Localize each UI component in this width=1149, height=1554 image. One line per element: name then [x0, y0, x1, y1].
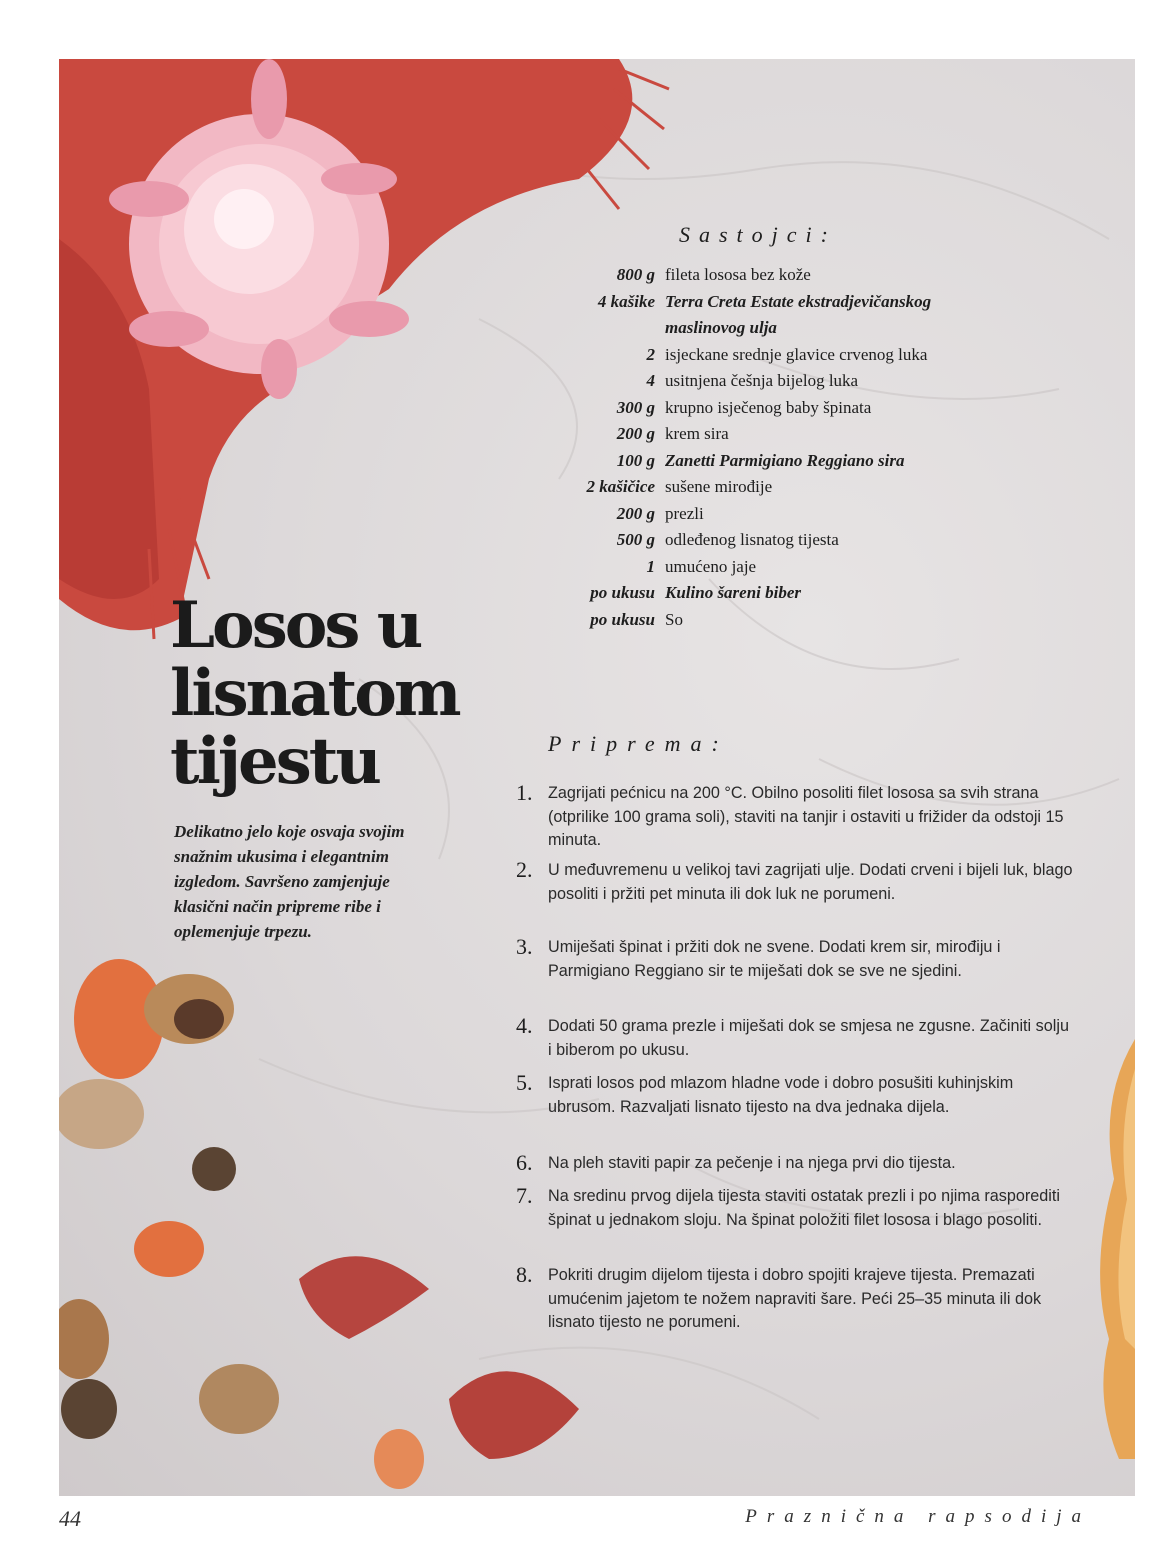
title-line: tijestu: [170, 724, 379, 799]
ingredient-name: Kulino šareni biber: [665, 583, 802, 602]
ingredient-name: Terra Creta Estate ekstradjevičanskog maslinovog ulja: [665, 291, 932, 337]
page-number: 44: [59, 1506, 81, 1531]
ingredient-quantity: 1: [646, 556, 655, 576]
ingredient-quantity: 100 g: [616, 450, 655, 470]
preparation-step: [516, 782, 1076, 853]
ingredient-name: umućeno jaje: [665, 556, 757, 576]
preparation-step: [516, 859, 1076, 906]
ingredient-quantity: po ukusu: [590, 609, 655, 629]
step-text: Na pleh staviti papir za pečenje i na njega prvi dio tijesta.: [548, 1154, 956, 1172]
ingredient-quantity: 500 g: [616, 530, 655, 549]
ingredient-quantity: 300 g: [616, 397, 655, 417]
ingredient-quantity: 2: [646, 344, 655, 364]
preparation-step: [516, 936, 1076, 983]
step-number: 5.: [516, 1070, 533, 1095]
ingredient-name: fileta lososa bez kože: [665, 265, 811, 284]
ingredient-row: [540, 501, 1000, 528]
step-text: Dodati 50 grama prezle i miješati dok se smjesa ne zgusne. Začiniti solju i biberom po ukusu.: [548, 1017, 1069, 1059]
ingredient-row: [540, 342, 1000, 369]
title-line: lisnatom: [170, 656, 459, 731]
title-line: Losos u: [170, 588, 421, 663]
ingredient-row: [540, 527, 1000, 554]
recipe-subtitle: Delikatno jelo koje osvaja svojim snažnim ukusima i elegantnim izgledom. Savršeno zamjenjuje klasični način pripreme ribe i oplemenjuje trpezu.: [174, 822, 405, 941]
ingredient-name: krem sira: [665, 424, 729, 443]
ingredient-name: krupno isječenog baby špinata: [665, 397, 872, 417]
ingredient-name: prezli: [665, 503, 704, 523]
preparation-step: [516, 1152, 1076, 1176]
ingredient-name: So: [665, 609, 683, 629]
step-text: Umiješati špinat i pržiti dok ne svene. Dodati krem sir, mirođiju i Parmigiano Reggiano sir te miješati dok se sve ne sjedini.: [548, 938, 1001, 980]
magazine-title: Praznična rapsodija: [745, 1506, 1091, 1527]
ingredients-heading: Sastojci:: [679, 222, 837, 247]
ingredient-row: [540, 607, 1000, 634]
recipe-title: [170, 588, 459, 799]
step-number: 2.: [516, 857, 533, 882]
ingredient-row: [540, 262, 1000, 289]
preparation-step: [516, 1072, 1076, 1119]
ingredient-row: [540, 580, 1000, 607]
step-number: 8.: [516, 1262, 533, 1287]
step-text: Zagrijati pećnicu na 200 °C. Obilno posoliti filet lososa sa svih strana (otprilike 100 grama soli), staviti na tanjir i ostaviti u frižider da odstoji 15 minuta.: [548, 784, 1064, 849]
ingredient-quantity: 4 kašike: [597, 291, 655, 311]
step-number: 4.: [516, 1013, 533, 1038]
step-text: Isprati losos pod mlazom hladne vode i dobro posušiti kuhinjskim ubrusom. Razvaljati lisnato tijesto na dva jednaka dijela.: [548, 1074, 1014, 1116]
preparation-step: [516, 1264, 1076, 1335]
ingredient-row: [540, 474, 1000, 501]
ingredient-quantity: 200 g: [616, 503, 655, 523]
step-text: Na sredinu prvog dijela tijesta staviti ostatak prezli i po njima rasporediti špinat u jednakom sloju. Na špinat položiti filet lososa i blago posoliti.: [548, 1187, 1060, 1229]
ingredient-quantity: 2 kašičice: [586, 477, 655, 496]
ingredient-quantity: 4: [646, 371, 655, 390]
preparation-step: [516, 1015, 1076, 1062]
step-number: 1.: [516, 780, 533, 805]
preparation-heading: Priprema:: [548, 731, 729, 756]
ingredient-name: sušene mirođije: [665, 477, 773, 496]
step-number: 6.: [516, 1150, 533, 1175]
step-text: U međuvremenu u velikoj tavi zagrijati ulje. Dodati crveni i bijeli luk, blago posoliti i pržiti pet minuta ili dok luk ne porumeni.: [548, 861, 1073, 903]
preparation-step: [516, 1185, 1076, 1232]
ingredient-name: isjeckane srednje glavice crvenog luka: [665, 344, 928, 364]
ingredient-row: [540, 448, 1000, 475]
ingredient-row: [540, 395, 1000, 422]
pastry-edge: [1089, 1039, 1135, 1459]
ingredient-name: Zanetti Parmigiano Reggiano sira: [665, 450, 905, 470]
ingredient-quantity: 200 g: [616, 424, 655, 443]
ingredient-name: odleđenog lisnatog tijesta: [665, 530, 839, 549]
ingredient-row: [540, 368, 1000, 395]
ingredient-row: [540, 554, 1000, 581]
step-number: 3.: [516, 934, 533, 959]
ingredient-quantity: 800 g: [616, 265, 655, 284]
ingredient-row: [540, 289, 1000, 342]
step-number: 7.: [516, 1183, 533, 1208]
ingredient-name: usitnjena češnja bijelog luka: [665, 371, 859, 390]
pink-flower: [59, 59, 439, 399]
ingredients-list: [540, 262, 1000, 633]
ingredient-row: [540, 421, 1000, 448]
step-text: Pokriti drugim dijelom tijesta i dobro spojiti krajeve tijesta. Premazati umućenim jajetom te nožem napraviti šare. Peći 25–35 minuta ili dok lisnato tijesto ne porumeni.: [548, 1266, 1042, 1331]
ingredient-quantity: po ukusu: [590, 583, 655, 602]
